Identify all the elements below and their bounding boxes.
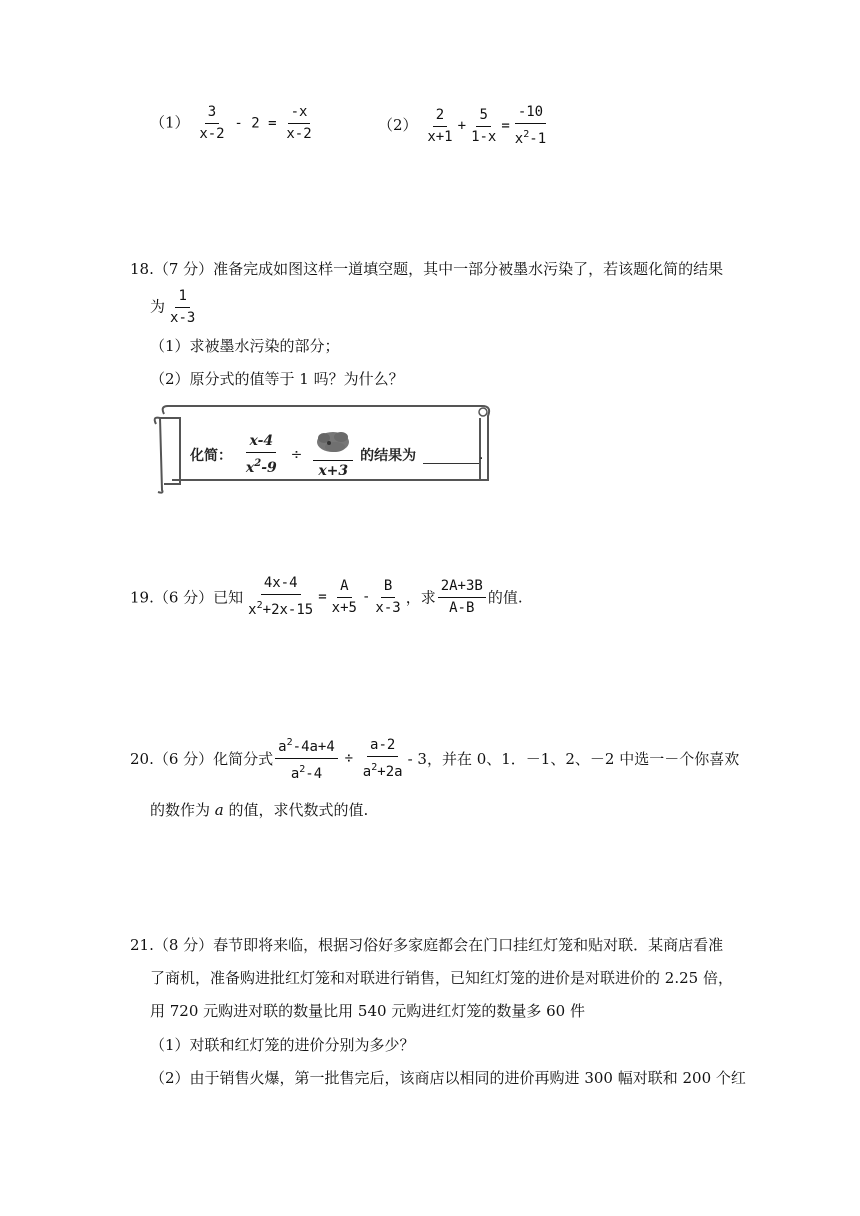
q20-line2: 的数作为 a 的值，求代数式的值. <box>150 801 369 819</box>
fraction: $\frac{-10}{x^2-1}$ <box>514 104 547 147</box>
q21-sub2: （2）由于销售火爆，第一批售完后，该商店以相同的进价再购进 300 幅对联和 200 个红 <box>150 1069 746 1087</box>
fraction: $\frac{a-2}{a^2+2a}$ <box>362 736 403 780</box>
fraction: $\frac{a^2-4a+4}{a^2-4}$ <box>275 734 338 783</box>
q21-line3: 用 720 元购进对联的数量比用 540 元购进红灯笼的数量多 60 件 <box>150 1002 585 1020</box>
fraction: $\frac{3}{x-2}$ <box>199 104 225 142</box>
scroll-problem: 化简： $\frac{x-4}{x^2-9}$ ÷ x+3 的结果为 . <box>190 430 483 480</box>
fraction: $\frac{1}{x-3}$ <box>170 288 196 326</box>
fraction: $\frac{x-4}{x^2-9}$ <box>245 433 277 476</box>
fraction: $\frac{-x}{x-2}$ <box>286 104 312 142</box>
fraction: $\frac{4x-4}{x^2+2x-15}$ <box>248 575 314 618</box>
q18-sub2: （2）原分式的值等于 1 吗？为什么？ <box>150 370 404 388</box>
fraction: $\frac{A}{x+5}$ <box>331 577 357 616</box>
fraction: $\frac{2A+3B}{A-B}$ <box>438 578 486 617</box>
ink-blot-icon <box>315 430 351 454</box>
q21-line1: 21.（8 分）春节即将来临，根据习俗好多家庭都会在门口挂红灯笼和贴对联．某商店看准 <box>130 936 724 954</box>
ink-blot-fraction: x+3 <box>313 430 353 480</box>
q18-sub1: （1）求被墨水污染的部分； <box>150 337 340 355</box>
q21-line2: 了商机，准备购进批红灯笼和对联进行销售，已知红灯笼的进价是对联进价的 2.25 倍， <box>150 969 733 987</box>
fraction: $\frac{B}{x-3}$ <box>375 577 401 616</box>
q20-line1: 20.（6 分）化简分式 $\frac{a^2-4a+4}{a^2-4}$ ÷ $\frac{a-2}{a^2+2a}$ - 3，并在 0、1．－1、2、－2 中选一－个你喜欢 <box>130 734 739 783</box>
q19-line: 19.（6 分）已知 $\frac{4x-4}{x^2+2x-15}$ = $\frac{A}{x+5}$ - $\frac{B}{x-3}$ ，求 $\frac{2A+3B}{A-B}$ 的值. <box>130 575 523 618</box>
q18-line1: 18.（7 分）准备完成如图这样一道填空题，其中一部分被墨水污染了，若该题化简的结果 <box>130 260 724 278</box>
fraction: $\frac{2}{x+1}$ <box>427 106 453 145</box>
fraction: $\frac{5}{1-x}$ <box>471 106 497 145</box>
q17-part2: （2） $\frac{2}{x+1}$ + $\frac{5}{1-x}$ = $\frac{-10}{x^2-1}$ <box>378 104 551 148</box>
q18-line2: 为 $\frac{1}{x-3}$ <box>150 288 200 327</box>
answer-blank <box>423 447 479 464</box>
q21-sub1: （1）对联和红灯笼的进价分别为多少？ <box>150 1036 415 1054</box>
q17-part1: （1） $\frac{3}{x-2}$ - 2 = $\frac{-x}{x-2}$ <box>150 104 317 143</box>
